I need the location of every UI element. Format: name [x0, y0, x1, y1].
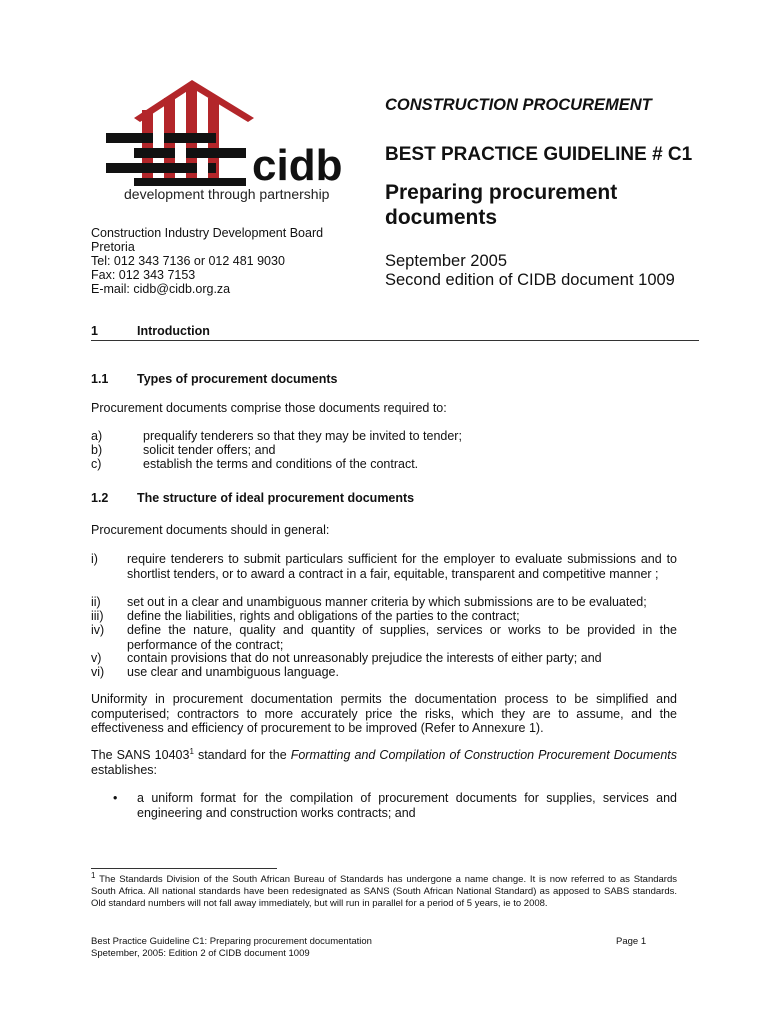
edition-note: Second edition of CIDB document 1009 [385, 271, 675, 289]
series-heading: CONSTRUCTION PROCUREMENT [385, 96, 652, 114]
list-item [91, 429, 677, 444]
section-title: Introduction [137, 324, 210, 338]
list-text: define the nature, quality and quantity of supplies, services or works to be provided in the performance of the contract; [127, 623, 677, 652]
footnote-text: The Standards Division of the South African Bureau of Standards has undergone a name change. It is now referred to as Standards South Africa. All national standards have been redesignated as SANS (South African National Standard) as apposed to SABS standards. Old standard numbers will not fall away immediately, but will run in parallel for a period of 5 years, ie to 2008. [91, 874, 677, 909]
list-item [91, 665, 677, 680]
page-number: Page 1 [616, 936, 647, 947]
sans-text-start: The SANS 10403 [91, 748, 190, 762]
list-item [91, 623, 677, 652]
contact-tel: Tel: 012 343 7136 or 012 481 9030 [91, 254, 285, 268]
list-marker: iii) [91, 609, 104, 623]
footnote-marker: 1 [91, 870, 96, 880]
section-1-1-heading [91, 372, 338, 386]
list-text: define the liabilities, rights and obligations of the parties to the contract; [127, 609, 520, 623]
section-number: 1.1 [91, 372, 109, 386]
list-item [91, 595, 677, 610]
section-number: 1 [91, 324, 98, 338]
list-text: establish the terms and conditions of the contract. [143, 457, 419, 471]
list-marker: ii) [91, 595, 101, 609]
date-block [385, 252, 675, 290]
bullet-item [91, 791, 677, 820]
sans-text-end: establishes: [91, 762, 158, 777]
section-1-heading [91, 324, 210, 338]
paragraph: Procurement documents comprise those documents required to: [91, 401, 447, 415]
document-title: Preparing procurement documents [385, 181, 618, 229]
paragraph-uniformity: Uniformity in procurement documentation permits the documentation process to be simplified and computerised; contractors to more accurately price the risks, which they are to assume, and the effectiveness and efficiency of procurement to be improved (Refer to Annexure 1). [91, 692, 677, 735]
footnote-separator [91, 868, 277, 869]
cidb-logo-graphic [104, 78, 354, 188]
list-marker: a) [91, 429, 103, 443]
list-marker: vi) [91, 665, 105, 679]
list-marker: v) [91, 651, 102, 665]
contact-block [91, 226, 323, 296]
list-text: set out in a clear and unambiguous manner criteria by which submissions are to be evaluated; [127, 595, 647, 609]
list-item [91, 609, 677, 624]
list-item [91, 457, 677, 472]
list-item [91, 651, 677, 666]
list-item [91, 443, 677, 458]
footnote-reference: 1 [189, 746, 194, 756]
paragraph-sans [91, 748, 677, 777]
list-marker: b) [91, 443, 103, 457]
list-text: solicit tender offers; and [143, 443, 276, 457]
sans-standard-title: Formatting and Compilation of Construction Procurement Documents [290, 748, 677, 762]
contact-city: Pretoria [91, 240, 135, 254]
section-title: The structure of ideal procurement documents [137, 491, 415, 505]
list-marker: c) [91, 457, 102, 471]
list-marker: i) [91, 552, 98, 566]
bullet-icon: • [113, 791, 118, 805]
list-marker: iv) [91, 623, 105, 637]
section-1-2-heading [91, 491, 414, 505]
list-text: require tenderers to submit particulars sufficient for the employer to evaluate submissions and to shortlist tenders, or to award a contract in a fair, equitable, transparent and competitive manner ; [127, 552, 677, 581]
bullet-text: a uniform format for the compilation of procurement documents for supplies, services and engineering and construction works contracts; and [137, 791, 677, 820]
contact-fax: Fax: 012 343 7153 [91, 268, 196, 282]
list-text: prequalify tenderers so that they may be invited to tender; [143, 429, 462, 443]
sans-text-middle: standard for the [193, 748, 291, 762]
publication-date: September 2005 [385, 252, 508, 270]
section-title: Types of procurement documents [137, 372, 338, 386]
logo-tagline: development through partnership [124, 186, 330, 202]
list-text: use clear and unambiguous language. [127, 665, 339, 679]
heading-rule [91, 340, 699, 341]
guideline-heading: BEST PRACTICE GUIDELINE # C1 [385, 144, 693, 165]
paragraph: Procurement documents should in general: [91, 523, 330, 537]
contact-org: Construction Industry Development Board [91, 226, 324, 240]
list-text: contain provisions that do not unreasonably prejudice the interests of either party; and [127, 651, 602, 665]
contact-email: E-mail: cidb@cidb.org.za [91, 282, 231, 296]
footnote [91, 870, 677, 910]
list-item [91, 552, 677, 581]
section-number: 1.2 [91, 491, 109, 505]
footer-line-2: Spetember, 2005: Edition 2 of CIDB document 1009 [91, 948, 310, 959]
footer-line-1: Best Practice Guideline C1: Preparing procurement documentation [91, 936, 372, 947]
logo-wordmark: cidb [252, 141, 343, 188]
